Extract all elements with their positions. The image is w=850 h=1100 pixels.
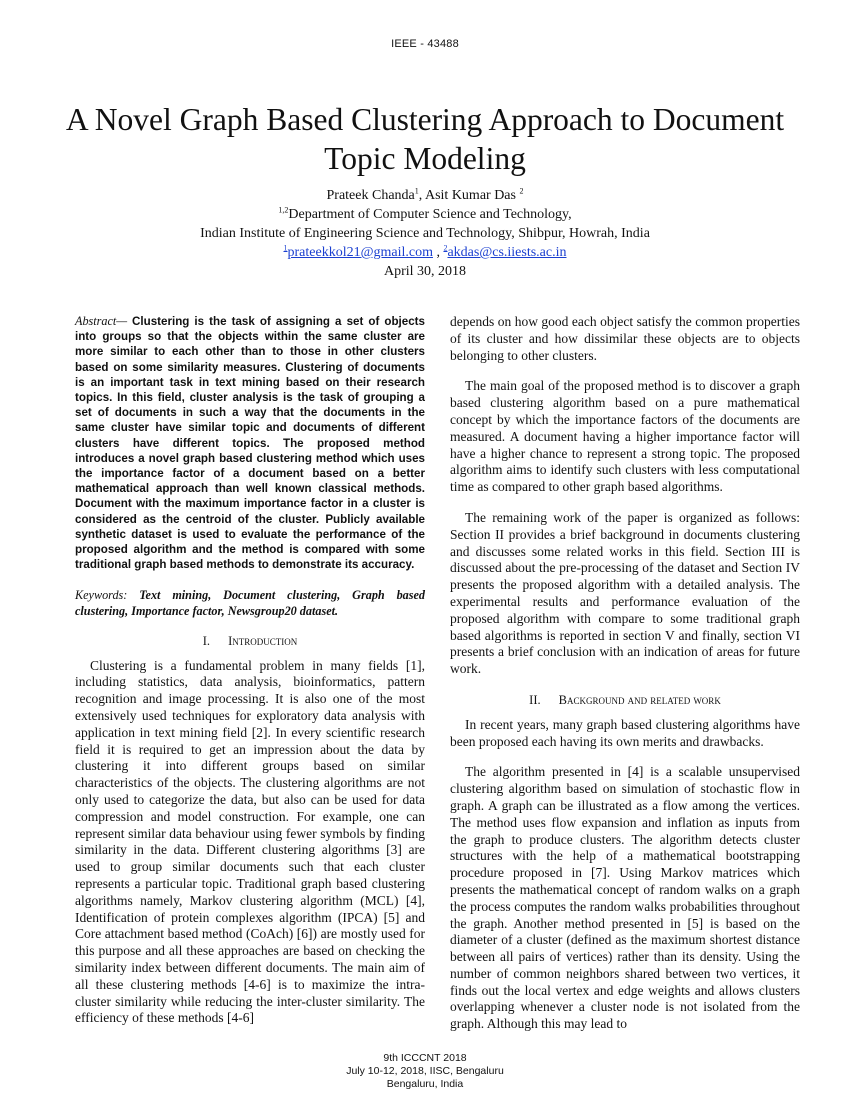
department-sup: 1,2: [278, 205, 289, 215]
keywords: [75, 588, 425, 618]
footer-conference: 9th ICCCNT 2018: [383, 1052, 467, 1064]
keywords-label: Keywords:: [75, 588, 140, 603]
continued-paragraph: depends on how good each object satisfy the common properties of its cluster and how dissimilar these objects are to objects belonging to other clusters.: [450, 314, 800, 363]
author-sup-2: 2: [519, 186, 524, 196]
email-link-2[interactable]: akdas@cs.iiests.ac.in: [447, 245, 567, 260]
email-sup-1: 1: [283, 243, 288, 253]
section-number: II.: [529, 692, 541, 707]
abstract: [75, 314, 425, 572]
goal-paragraph: The main goal of the proposed method is to discover a graph based clustering algorithm based on a pure mathematical concept by which the importance factors of the documents are measured. A document having a higher importance factor will have a higher chance to represent a strong topic. The proposed algorithm aims to identify such clusters with less computational time as compared to other graph based algorithms.: [450, 378, 800, 495]
abstract-text: Clustering is the task of assigning a set of objects into groups so that the objects within the same cluster are more similar to each other than to those in other clusters based on some similarity measures. Clustering of documents is an important task in text mining based on their research topics. In this field, cluster analysis is the task of grouping a set of documents in such a way that the documents in the same cluster have similar topic and documents of different clusters have different topics. The proposed method introduces a novel graph based clustering method which uses the importance factor of a document based on a better mathematical approach than well known classical methods. Document with the maximum importance factor in a cluster is considered as the centroid of the cluster. Publicly available synthetic dataset is used to evaluate the performance of the proposed algorithm and the method is compared with some traditional graph based methods to demonstrate its accuracy.: [75, 315, 425, 572]
background-paragraph-1: In recent years, many graph based clustering algorithms have been proposed each having its own merits and drawbacks.: [450, 716, 800, 749]
email-sup-2: 2: [443, 243, 448, 253]
abstract-label: Abstract—: [75, 314, 128, 328]
intro-paragraph: Clustering is a fundamental problem in many fields [1], including statistics, data analysis, bioinformatics, pattern recognition and image processing. It is also one of the most extensively used techniques for exploratory data analysis with application in text mining field [2]. In every scientific research field it is required to get an impression about the data by clustering it into different groups based on similar characteristics of the objects. The clustering algorithms are not only used to categorize the data, but also can be used for data compression and model construction. For example, one can represent similar data behaviour using fewer symbols by finding similarity in the data. Different clustering algorithms [3] are used to group similar documents such that each cluster represents a particular topic. Traditional graph based clustering algorithms namely, Markov clustering algorithm (MCL) [4], Identification of protein complexes algorithm (IPCA) [5] and Core attachment based method (CoAch) [6]) are mostly used for this purpose and all these approaches are based on checking the similarity index between different documents. The main aim of all these clustering methods [4-6] is to maximize the intra-cluster similarity while reducing the inter-cluster similarity. The efficiency of these methods [4-6]: [75, 657, 425, 1026]
author-line: [0, 186, 850, 205]
organization-paragraph: The remaining work of the paper is organized as follows: Section II provides a brief background in documents clustering and discusses some related works in this field. Section III is discussed about the pre-processing of the dataset and Section IV presents the proposed algorithm with a detailed analysis. The experimental results and performance evaluation of the proposed algorithm with compare to some traditional graph based algorithms is reported in section V and finally, section VI presents a brief conclusion with an indication of areas for future work.: [450, 509, 800, 677]
author-name-1: Prateek Chanda: [326, 188, 415, 203]
author-sup-1: 1: [414, 186, 419, 196]
author-separator: ,: [418, 188, 425, 203]
section-heading-introduction: [75, 633, 425, 650]
footer-location: Bengaluru, India: [386, 1078, 464, 1090]
keywords-text: Text mining, Document clustering, Graph based clustering, Importance factor, Newsgroup20 dataset.: [75, 588, 425, 618]
background-paragraph-2: The algorithm presented in [4] is a scalable unsupervised clustering algorithm based on simulation of stochastic flow in graph. A graph can be illustrated as a flow among the vertices. The method uses flow expansion and inflation as inputs from the graph to produce clusters. The algorithm detects cluster structures with the help of a mathematical bootstrapping procedure proposed in [7]. Using Markov matrices which presents the mathematical concept of random walks on a graph the process computes the random walks probabilities throughout the graph. Another method presented in [5] is based on the diameter of a cluster (defined as the maximum shortest distance between all pairs of vertices) rather than its density. Using the number of common neighbors shared between two vertices, it finds out the local vertex and edge weights and allows clusters overlapping whenever a cluster node is not isolated from the graph. Although this may lead to: [450, 764, 800, 1032]
email-line: [0, 243, 850, 262]
author-name-2: Asit Kumar Das: [424, 188, 516, 203]
date-line: April 30, 2018: [383, 264, 467, 279]
section-title: Background and related work: [558, 692, 721, 707]
left-column: [75, 314, 425, 1027]
institute-line: Indian Institute of Engineering Science and Technology, Shibpur, Howrah, India: [200, 226, 650, 241]
paper-title: A Novel Graph Based Clustering Approach to Document Topic Modeling: [65, 102, 785, 176]
section-number: I.: [202, 633, 211, 648]
department-line: [0, 205, 850, 224]
author-block: [0, 186, 850, 281]
email-link-1[interactable]: prateekkol21@gmail.com: [287, 245, 433, 260]
section-title: Introduction: [228, 633, 298, 648]
section-heading-background: [450, 692, 800, 709]
paper-id-header: IEEE - 43488: [391, 38, 459, 50]
email-separator: ,: [432, 245, 444, 260]
footer-dates: July 10-12, 2018, IISC, Bengaluru: [346, 1065, 504, 1077]
conference-footer: [0, 1052, 850, 1091]
department: Department of Computer Science and Technology,: [288, 207, 572, 222]
right-column: [450, 314, 800, 1033]
